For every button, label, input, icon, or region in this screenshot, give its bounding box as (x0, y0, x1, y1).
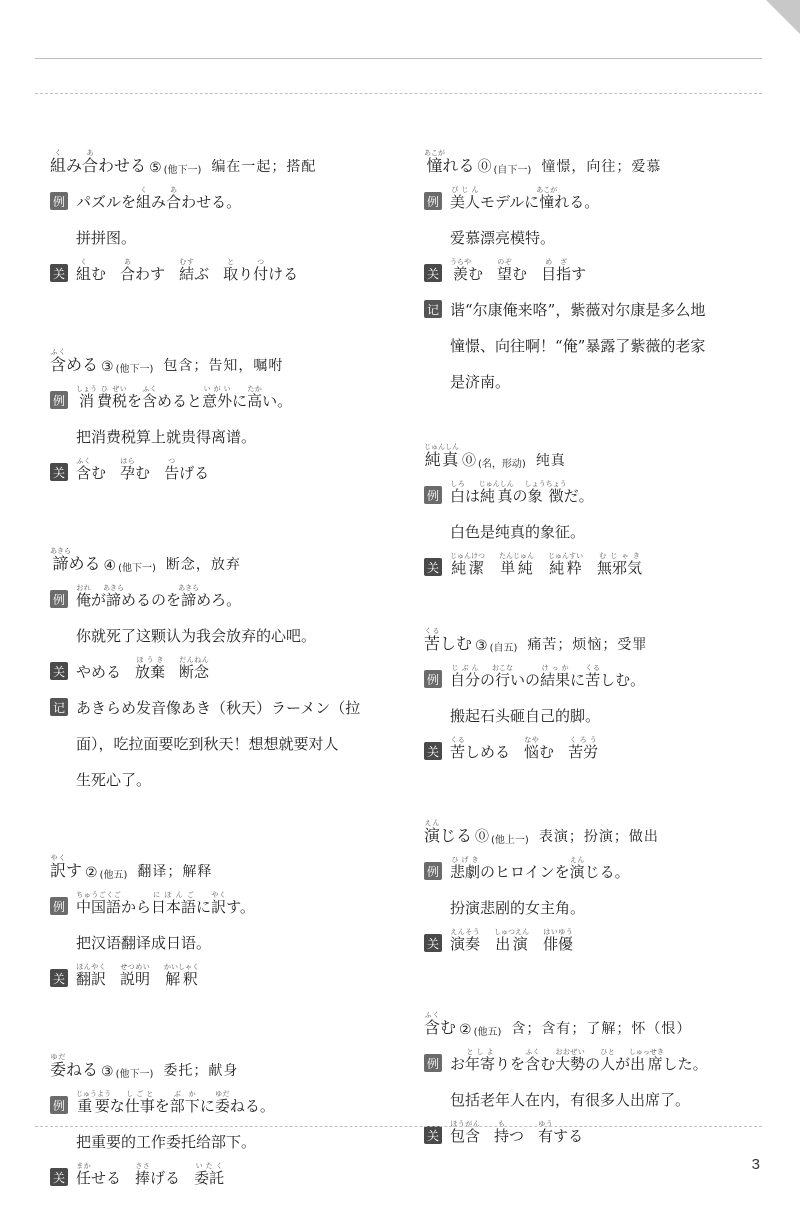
headword: 純真じゅんしん (424, 443, 459, 469)
example-line (424, 470, 764, 506)
related-word: 目指めざす (541, 258, 587, 283)
memory-note-line (424, 320, 764, 356)
example-line (50, 176, 390, 212)
meaning: 包含；告知，嘱咐 (163, 358, 284, 374)
part-of-speech: (他下一) (163, 165, 202, 176)
vocab-entry (424, 1002, 764, 1146)
related-word: 悩なやむ (524, 736, 555, 761)
headword: 演えんじる (424, 819, 473, 845)
related-badge: 关 (424, 742, 442, 760)
left-column (50, 140, 390, 1188)
related-badge: 关 (424, 558, 442, 576)
related-word: 苦くるしめる (450, 736, 511, 761)
related-line (424, 726, 764, 762)
example-badge: 例 (50, 897, 68, 915)
entry-headline (424, 434, 764, 470)
vocab-entry (50, 140, 390, 284)
example-line (50, 1080, 390, 1116)
meaning: 表演；扮演；做出 (538, 829, 659, 845)
vocab-entry (50, 845, 390, 989)
headword: 訳やくす (50, 854, 83, 880)
example-line (50, 574, 390, 610)
accent-mark: ③ (101, 359, 114, 375)
related-badge: 关 (50, 662, 68, 680)
meaning: 痛苦；烦恼；受罪 (527, 637, 648, 653)
related-word: 俳優はいゆう (543, 928, 574, 953)
related-word: 解釈かいしゃく (164, 963, 200, 988)
accent-mark: ⓪ (477, 159, 492, 175)
related-word: 翻訳ほんやく (76, 963, 107, 988)
footer-dashed-rule (35, 1126, 762, 1127)
example-sentence: 中国語ちゅうごくごから日本語にほんごに訳やくす。 (76, 891, 255, 916)
related-word: 組くむ (76, 258, 107, 283)
related-word: 断念だんねん (179, 656, 210, 681)
header-dashed-rule (35, 93, 762, 94)
example-badge: 例 (50, 391, 68, 409)
example-sentence: 美人びじんモデルに憧あこがれる。 (450, 186, 600, 211)
related-word: 持もつ (494, 1120, 525, 1145)
example-line (424, 1038, 764, 1074)
example-sentence: 白しろは純真じゅんしんの象徴しょうちょうだ。 (450, 480, 594, 505)
related-word: 苦労くろう (568, 736, 599, 761)
example-translation: 包括老年人在内，有很多人出席了。 (450, 1091, 691, 1109)
part-of-speech: (自下一) (493, 165, 532, 176)
related-word: 合あわす (120, 258, 166, 283)
example-sentence: パズルを組くみ合あわせる。 (76, 186, 242, 211)
example-translation: 把汉语翻译成日语。 (76, 934, 212, 952)
header-rule (35, 58, 762, 59)
example-sentence: 自分じぶんの行おこないの結果けっかに苦くるしむ。 (450, 664, 646, 689)
memory-note-line (50, 754, 390, 790)
entry-headline (424, 1002, 764, 1038)
example-badge: 例 (424, 486, 442, 504)
memory-note-line (50, 718, 390, 754)
example-sentence: 消しょう費ひ税ぜいを含ふくめると意外いがいに高たかい。 (76, 385, 293, 410)
vocab-entry (50, 1044, 390, 1188)
example-badge: 例 (424, 192, 442, 210)
vocab-entry (50, 339, 390, 483)
part-of-speech: (他五) (99, 870, 128, 881)
related-word: 任まかせる (76, 1162, 122, 1187)
related-word: 告つげる (164, 457, 210, 482)
headword: 苦くるしむ (424, 627, 473, 653)
entry-headline (50, 339, 390, 375)
related-badge: 关 (50, 1168, 68, 1186)
vocab-entry (50, 538, 390, 790)
related-word: 含ふくむ (76, 457, 107, 482)
example-badge: 例 (424, 1054, 442, 1072)
page-number: 3 (751, 1156, 760, 1173)
vocab-entry (424, 618, 764, 762)
meaning: 编在一起；搭配 (211, 159, 317, 175)
related-word: 包含ほうがん (450, 1120, 481, 1145)
example-translation: 扮演悲剧的女主角。 (450, 899, 586, 917)
example-translation: 你就死了这颗认为我会放弃的心吧。 (76, 627, 317, 645)
example-line (424, 176, 764, 212)
entry-headline (50, 845, 390, 881)
headword: 委ゆだねる (50, 1053, 99, 1079)
related-word: 委託いたく (194, 1162, 225, 1187)
part-of-speech: (自五) (489, 643, 518, 654)
accent-mark: ③ (475, 638, 488, 654)
headword: 憧あこがれる (424, 149, 475, 175)
related-badge: 关 (50, 969, 68, 987)
memory-note-text: あきらめ发音像あき（秋天）ラーメン（拉 (76, 699, 361, 717)
related-word: 取とり付つける (223, 258, 299, 283)
headword: 含ふくむ (424, 1011, 457, 1037)
meaning: 憧憬，向往；爱慕 (541, 159, 662, 175)
headword: 組くみ合あわせる (50, 149, 147, 175)
meaning: 翻译；解释 (137, 864, 213, 880)
memory-note-line (50, 682, 390, 718)
example-translation: 把重要的工作委托给部下。 (76, 1133, 257, 1151)
related-word: 純潔じゅんけつ (450, 552, 485, 577)
related-line (50, 248, 390, 284)
accent-mark: ② (85, 865, 98, 881)
note-badge: 记 (424, 300, 442, 318)
related-badge: 关 (424, 1126, 442, 1144)
related-badge: 关 (50, 264, 68, 282)
related-word: 羨うらやむ (450, 258, 484, 283)
vocab-entry (424, 810, 764, 954)
note-badge: 记 (50, 698, 68, 716)
example-sentence: 重要じゅうような仕事しごとを部下ぶかに委ゆだねる。 (76, 1090, 275, 1115)
entry-headline (424, 810, 764, 846)
accent-mark: ⑤ (149, 160, 162, 176)
entry-headline (50, 1044, 390, 1080)
part-of-speech: (他下一) (115, 364, 154, 375)
example-translation: 白色是纯真的象征。 (450, 523, 586, 541)
related-word: 結むすぶ (179, 258, 210, 283)
related-badge: 关 (424, 264, 442, 282)
accent-mark: ③ (101, 1064, 114, 1080)
related-line (50, 953, 390, 989)
entry-headline (50, 140, 390, 176)
vocab-entry (424, 434, 764, 578)
example-sentence: お年寄としよりを含ふくむ大勢おおぜいの人ひとが出席しゅっせきした。 (450, 1048, 708, 1073)
accent-mark: ④ (103, 558, 117, 574)
headword: 諦あきらめる (50, 547, 101, 573)
part-of-speech: (他上一) (491, 835, 529, 846)
related-line (424, 1110, 764, 1146)
accent-mark: ⓪ (475, 829, 490, 845)
example-translation: 搬起石头砸自己的脚。 (450, 707, 601, 725)
part-of-speech: (名，形动) (478, 459, 526, 470)
example-translation: 拼拼图。 (76, 229, 137, 247)
example-badge: 例 (424, 862, 442, 880)
example-translation: 把消费税算上就贵得离谱。 (76, 428, 257, 446)
related-word: 望のぞむ (497, 258, 528, 283)
related-word: 捧ささげる (135, 1162, 181, 1187)
example-sentence: 悲劇ひげきのヒロインを演えんじる。 (450, 856, 630, 881)
related-line (50, 447, 390, 483)
meaning: 纯真 (535, 453, 566, 469)
memory-note-line (424, 284, 764, 320)
related-line (424, 918, 764, 954)
meaning: 断念，放弃 (165, 557, 241, 573)
example-translation: 爱慕漂亮模特。 (450, 229, 556, 247)
related-line (50, 646, 390, 682)
related-word: 孕はらむ (120, 457, 151, 482)
memory-note-text: 谐“尔康俺来咯”，紫薇对尔康是多么地 (450, 301, 706, 319)
related-word: 説明せつめい (120, 963, 151, 988)
related-word: やめる (76, 663, 122, 681)
headword: 含ふくめる (50, 348, 99, 374)
related-word: 放棄ほうき (135, 656, 166, 681)
memory-note-text: 是济南。 (450, 373, 511, 391)
part-of-speech: (他下一) (115, 1069, 154, 1080)
memory-note-text: 憧憬、向往啊！“俺”暴露了紫薇的老家 (450, 337, 706, 355)
example-badge: 例 (50, 192, 68, 210)
meaning: 委托；献身 (163, 1063, 239, 1079)
related-line (424, 248, 764, 284)
example-badge: 例 (424, 670, 442, 688)
memory-note-text: 面），吃拉面要吃到秋天！想想就要对人 (76, 735, 339, 753)
related-word: 単純たんじゅん (499, 552, 534, 577)
example-line (424, 654, 764, 690)
example-line (50, 881, 390, 917)
page-corner-fold (766, 0, 800, 34)
accent-mark: ② (459, 1022, 472, 1038)
meaning: 含；含有；了解；怀（恨） (511, 1021, 692, 1037)
example-line (50, 375, 390, 411)
part-of-speech: (他下一) (118, 563, 156, 574)
related-badge: 关 (424, 934, 442, 952)
entry-headline (424, 140, 764, 176)
related-word: 純粋じゅんすい (548, 552, 583, 577)
vocab-entry (424, 140, 764, 392)
memory-note-line (424, 356, 764, 392)
related-badge: 关 (50, 463, 68, 481)
accent-mark: ⓪ (462, 453, 476, 469)
memory-note-text: 生死心了。 (76, 771, 152, 789)
example-line (424, 846, 764, 882)
related-line (424, 542, 764, 578)
example-sentence: 俺おれが諦あきらめるのを諦あきらめろ。 (76, 584, 242, 609)
right-column (424, 140, 764, 1146)
entry-headline (50, 538, 390, 574)
related-word: 演奏えんそう (450, 928, 481, 953)
part-of-speech: (他五) (473, 1027, 502, 1038)
example-badge: 例 (50, 1096, 68, 1114)
example-badge: 例 (50, 590, 68, 608)
related-word: 出演しゅつえん (494, 928, 530, 953)
entry-headline (424, 618, 764, 654)
related-word: 無邪気むじゃき (597, 552, 643, 577)
related-word: 有ゆうする (538, 1120, 584, 1145)
related-line (50, 1152, 390, 1188)
